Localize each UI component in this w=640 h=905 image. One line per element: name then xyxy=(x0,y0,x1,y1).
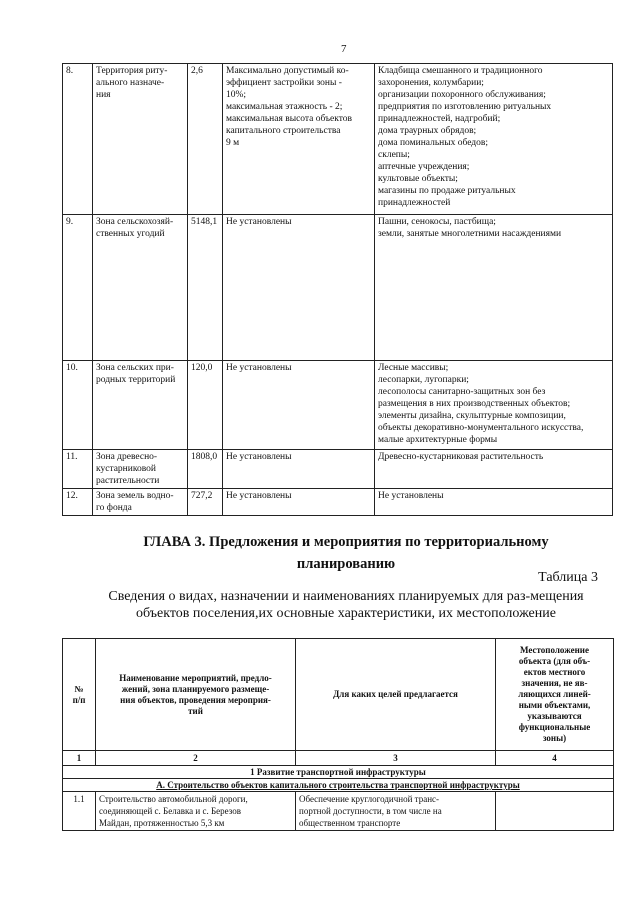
zone-uses: Кладбища смешанного и традиционного захоронения, колумбарии; организации похоронного обслуживания; предприятия по изготовлению ритуальных принадлежностей, надгробий; дома траурных обрядов; дома поминальных обедов; склепы; аптечные учреждения; культовые объекты; магазины по продаже ритуальных принадлежностей xyxy=(375,64,613,215)
table-row xyxy=(63,792,614,831)
zone-area: 5148,1 xyxy=(188,215,223,361)
zone-uses: Не установлены xyxy=(375,489,613,516)
zone-name: Зона древесно- кустарниковой растительности xyxy=(93,450,188,489)
zone-uses: Древесно-кустарниковая растительность xyxy=(375,450,613,489)
header-location: Местоположение объекта (для объ- ектов местного значения, не яв- ляющихся линей- ными объектами, указываются функциональные зоны) xyxy=(496,639,614,751)
zone-params: Не установлены xyxy=(223,215,375,361)
zone-area: 120,0 xyxy=(188,361,223,450)
zone-number: 9. xyxy=(63,215,93,361)
table-row xyxy=(63,215,613,361)
measure-name: Строительство автомобильной дороги, соединяющей с. Белавка и с. Березов Майдан, протяженностью 5,3 км xyxy=(96,792,296,831)
table-row xyxy=(63,361,613,450)
col-number: 3 xyxy=(296,751,496,766)
zone-area: 2,6 xyxy=(188,64,223,215)
table-row xyxy=(63,64,613,215)
section-row xyxy=(63,766,614,779)
col-number: 1 xyxy=(63,751,96,766)
zone-params: Не установлены xyxy=(223,361,375,450)
measure-number: 1.1 xyxy=(63,792,96,831)
measures-table xyxy=(62,638,614,831)
header-name: Наименование мероприятий, предло- жений, зона планируемого размеще- ния объектов, проведения мероприя- тий xyxy=(96,639,296,751)
zone-name: Зона сельских при- родных территорий xyxy=(93,361,188,450)
zone-number: 12. xyxy=(63,489,93,516)
zone-uses: Лесные массивы; лесопарки, лугопарки; лесополосы санитарно-защитных зон без размещения в них производственных объектов; элементы дизайна, скульптурные композиции, объекты декоративно-монументального искусства, малые архитектурные формы xyxy=(375,361,613,450)
zone-name: Территория риту- ального назначе- ния xyxy=(93,64,188,215)
header-num: № п/п xyxy=(63,639,96,751)
header-purpose: Для каких целей предлагается xyxy=(296,639,496,751)
table-label: Таблица 3 xyxy=(538,570,598,585)
table-header-row xyxy=(63,639,614,751)
col-number: 4 xyxy=(496,751,614,766)
section-title: 1 Развитие транспортной инфраструктуры xyxy=(63,766,614,779)
zone-name: Зона сельскохозяй- ственных угодий xyxy=(93,215,188,361)
subsection-row xyxy=(63,779,614,792)
zone-params: Не установлены xyxy=(223,450,375,489)
zone-params: Максимально допустимый ко- эффициент застройки зоны - 10%; максимальная этажность - 2; максимальная высота объектов капитального строительства 9 м xyxy=(223,64,375,215)
chapter-title: ГЛАВА 3. Предложения и мероприятия по территориальному планированию xyxy=(143,534,549,572)
zone-params: Не установлены xyxy=(223,489,375,516)
table-row xyxy=(63,450,613,489)
zone-name: Зона земель водно- го фонда xyxy=(93,489,188,516)
measure-location xyxy=(496,792,614,831)
zone-number: 10. xyxy=(63,361,93,450)
zone-uses: Пашни, сенокосы, пастбища; земли, занятые многолетними насаждениями xyxy=(375,215,613,361)
column-numbers-row xyxy=(63,751,614,766)
page-number: 7 xyxy=(341,43,347,55)
zones-table xyxy=(62,63,613,516)
measure-purpose: Обеспечение круглогодичной транс- портной доступности, в том числе на общественном транспорте xyxy=(296,792,496,831)
col-number: 2 xyxy=(96,751,296,766)
zone-number: 8. xyxy=(63,64,93,215)
zone-area: 1808,0 xyxy=(188,450,223,489)
subsection-title: А. Строительство объектов капитального строительства транспортной инфраструктуры xyxy=(63,779,614,792)
table-row xyxy=(63,489,613,516)
table-caption: Сведения о видах, назначении и наименованиях планируемых для раз-мещения объектов поселения,их основные характеристики, их местоположение xyxy=(108,589,584,621)
zone-area: 727,2 xyxy=(188,489,223,516)
zone-number: 11. xyxy=(63,450,93,489)
